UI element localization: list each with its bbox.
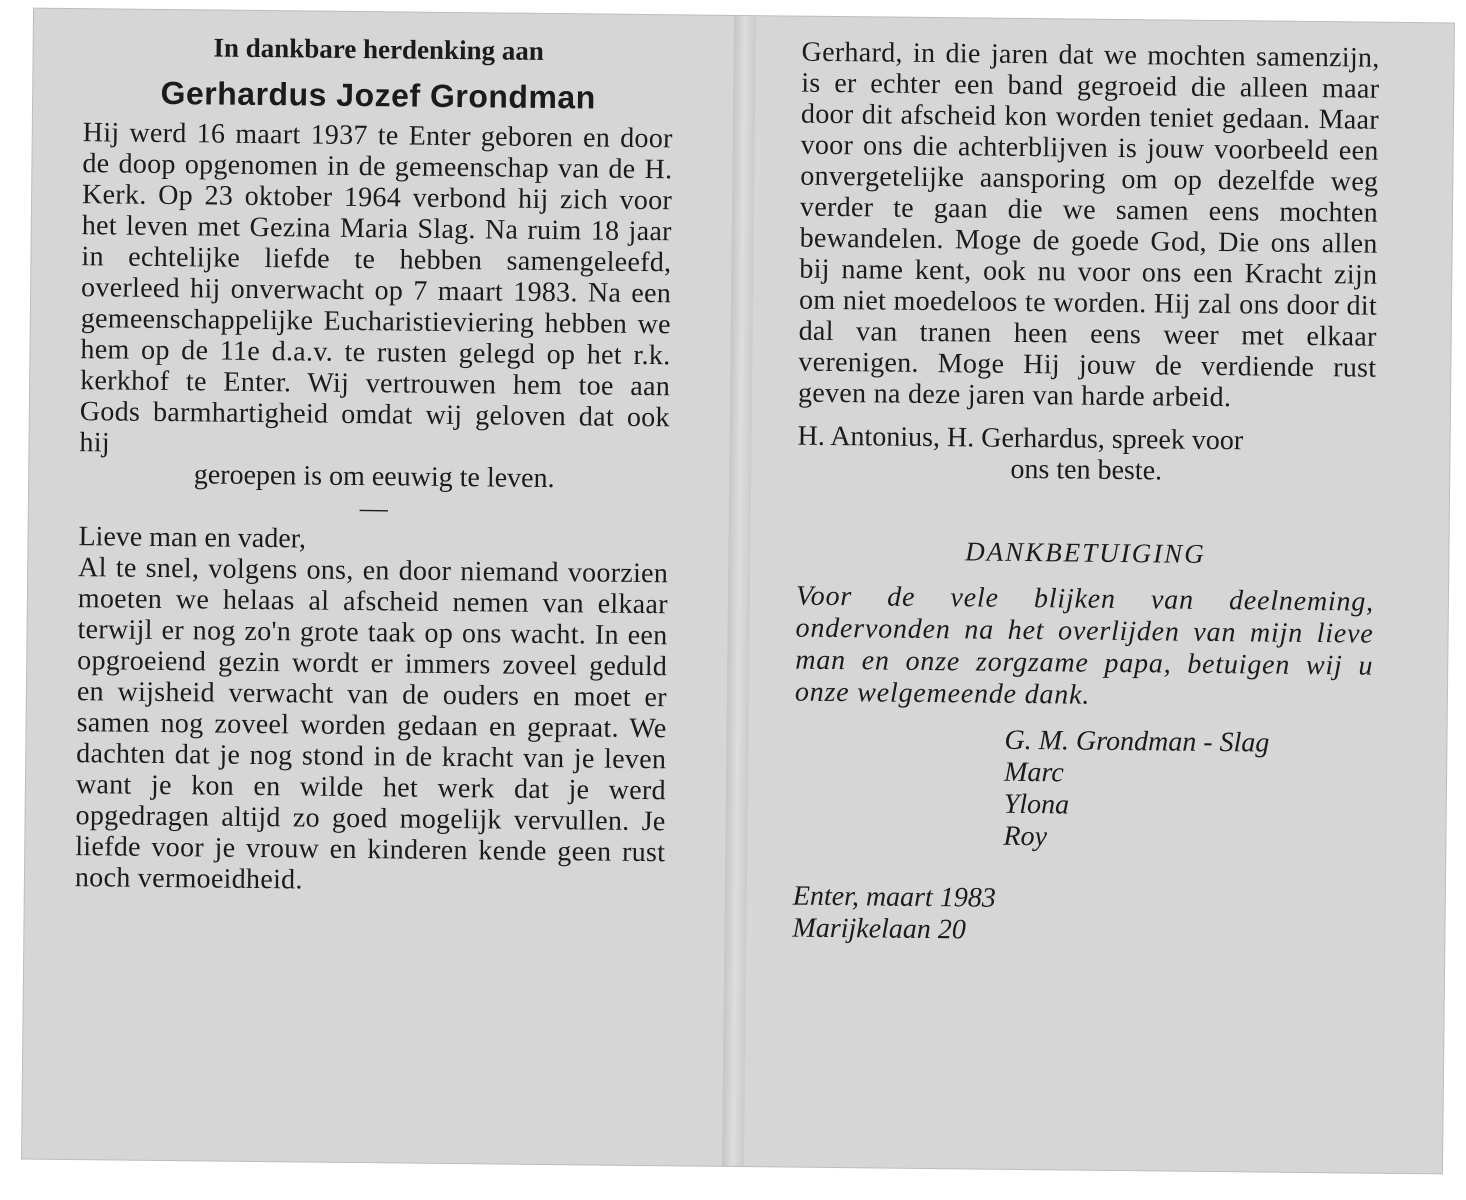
- biography-end: geroepen is om eeuwig te leven.: [193, 459, 555, 495]
- acknowledgement-text: Voor de vele blijken van deelneming, ondervonden na het overlijden van mijn lieve man en onze zorgzame papa, betuigen wij u onze welgemeende dank.: [794, 580, 1375, 711]
- place-date: Enter, maart 1983: [792, 880, 996, 914]
- signer: Ylona: [1003, 788, 1070, 821]
- prayer-line: H. Antonius, H. Gerhardus, spreek voor: [797, 420, 1244, 457]
- place-block: [792, 881, 1371, 951]
- signer: Marc: [1003, 756, 1064, 789]
- letter-salutation: Lieve man en vader,: [78, 521, 307, 555]
- deceased-name: Gerhardus Jozef Grondman: [160, 74, 596, 116]
- memorial-card: [22, 9, 1454, 1174]
- right-panel: [792, 37, 1379, 951]
- intro-line: In dankbare herdenking aan: [213, 32, 544, 66]
- signer: G. M. Grondman - Slag: [1004, 724, 1270, 759]
- prayer-end: ons ten beste.: [1010, 453, 1163, 487]
- card-fold: [722, 16, 756, 1166]
- signers-list: [1003, 725, 1372, 857]
- letter-text: Al te snel, volgens ons, en door niemand voorzien moeten we helaas al afscheid nemen van elkaar terwijl er nog zo'n grote taak op ons wacht. In een opgroeiend gezin wordt er immers zoveel geduld en wijsheid verwacht van de ouders en moet er samen nog zoveel worden gedaan en gepraat. We dachten dat je nog stond in de kracht van je leven want je kon en wilde het werk dat je werd opgedragen altijd zo goed mogelijk vervullen. Je liefde voor je vrouw en kinderen kende geen rust noch vermoeidheid.: [74, 552, 669, 896]
- section-separator: —: [359, 493, 389, 525]
- address: Marijkelaan 20: [792, 912, 967, 946]
- biography-text: Hij werd 16 maart 1937 te Enter geboren en door de doop opgenomen in de gemeenschap van de H. Kerk. Op 23 oktober 1964 verbond hij zich voor het leven met Gezina Maria Slag. Na ruim 18 jaar in echtelijke liefde te hebben samengeleefd, overleed hij onverwacht op 7 maart 1983. Na een gemeenschappelijke Eucharistieviering hebben we hem op de 11e d.a.v. te rusten gelegd op het r.k. kerkhof te Enter. Wij vertrouwen hem toe aan Gods barmhartigheid omdat wij geloven dat ook hij: [79, 117, 673, 459]
- left-panel: [75, 29, 674, 899]
- signer: Roy: [1003, 820, 1048, 853]
- acknowledgement-heading: DANKBETUIGING: [965, 536, 1206, 569]
- letter-continuation: Gerhard, in die jaren dat we mochten samenzijn, is er echter een band gegroeid die alleen maar door dit afscheid kon worden teniet gedaan. Maar voor ons die achterblijven is jouw voorbeeld een onvergetelijke aansporing om op dezelfde weg verder te gaan die we samen eens mochten bewandelen. Moge de goede God, Die ons allen bij name kent, ook nu voor ons een Kracht zijn om niet moedeloos te worden. Hij zal ons door dit dal van tranen heen eens weer met elkaar verenigen. Moge Hij jouw de verdiende rust geven na deze jaren van harde arbeid.: [797, 36, 1380, 414]
